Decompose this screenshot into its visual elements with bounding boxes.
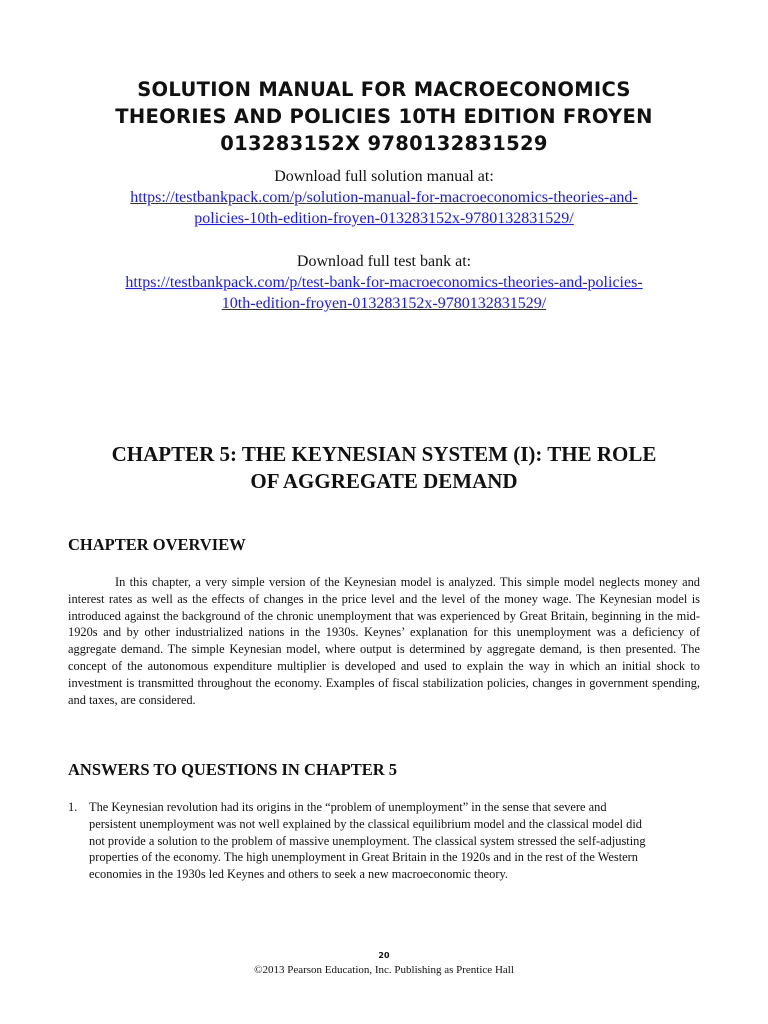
solution-manual-link-line: https://testbankpack.com/p/solution-manual-for-macroeconomics-theories-and- bbox=[130, 189, 638, 206]
answer-number: 1. bbox=[68, 800, 78, 814]
chapter-heading-line: CHAPTER 5: THE KEYNESIAN SYSTEM (I): THE ROLE bbox=[111, 442, 657, 466]
chapter-overview-paragraph: In this chapter, a very simple version of the Keynesian model is analyzed. This simple model neglects money and interest rates as well as the effects of changes in the price level and the level of the money wage. The Keynesian model is introduced against the background of the chronic unemployment that was experienced by Great Britain, beginning in the mid-1920s and by other industrialized nations in the 1930s. Keynes’ explanation for this unemployment was a deficiency of aggregate demand. The simple Keynesian model, where output is determined by aggregate demand, is then presented. The concept of the autonomous expenditure multiplier is developed and used to explain the way in which an initial shock to investment is transmitted throughout the economy. Examples of fiscal stabilization policies, changes in government spending, and taxes, are considered. bbox=[68, 575, 700, 707]
chapter-overview-heading: CHAPTER OVERVIEW bbox=[68, 535, 246, 554]
solution-manual-link[interactable] bbox=[40, 208, 728, 229]
test-bank-download bbox=[40, 251, 728, 314]
document-title-line: 013283152X 9780132831529 bbox=[220, 132, 548, 155]
test-bank-link[interactable] bbox=[40, 272, 728, 293]
solution-manual-download-label: Download full solution manual at: bbox=[274, 168, 494, 185]
chapter-heading bbox=[40, 441, 728, 495]
copyright-footer: ©2013 Pearson Education, Inc. Publishing as Prentice Hall bbox=[254, 964, 514, 976]
solution-manual-link[interactable] bbox=[40, 187, 728, 208]
test-bank-link-line: https://testbankpack.com/p/test-bank-for-macroeconomics-theories-and-policies- bbox=[125, 274, 643, 291]
document-title-line: SOLUTION MANUAL FOR MACROECONOMICS bbox=[137, 78, 631, 101]
test-bank-link-line: 10th-edition-froyen-013283152x-9780132831529/ bbox=[221, 295, 547, 312]
answers-heading: ANSWERS TO QUESTIONS IN CHAPTER 5 bbox=[68, 760, 398, 779]
page-number: 20 bbox=[378, 951, 390, 960]
answer-list-item bbox=[68, 799, 648, 883]
test-bank-link[interactable] bbox=[40, 293, 728, 314]
document-title bbox=[40, 76, 728, 157]
chapter-heading-line: OF AGGREGATE DEMAND bbox=[250, 469, 518, 493]
test-bank-download-label: Download full test bank at: bbox=[296, 253, 472, 270]
solution-manual-download bbox=[40, 166, 728, 229]
answer-text: The Keynesian revolution had its origins in the “problem of unemployment” in the sense that severe and persistent unemployment was not well explained by the classical equilibrium model and the classical model did not provide a solution to the problem of massive unemployment. The classical system stressed the self-adjusting properties of the economy. The high unemployment in Great Britain in the 1920s and in the rest of the Western economies in the 1930s led Keynes and others to seek a new macroeconomic theory. bbox=[89, 800, 646, 882]
solution-manual-link-line: policies-10th-edition-froyen-013283152x-9780132831529/ bbox=[194, 210, 574, 227]
document-title-line: THEORIES AND POLICIES 10TH EDITION FROYEN bbox=[115, 105, 653, 128]
